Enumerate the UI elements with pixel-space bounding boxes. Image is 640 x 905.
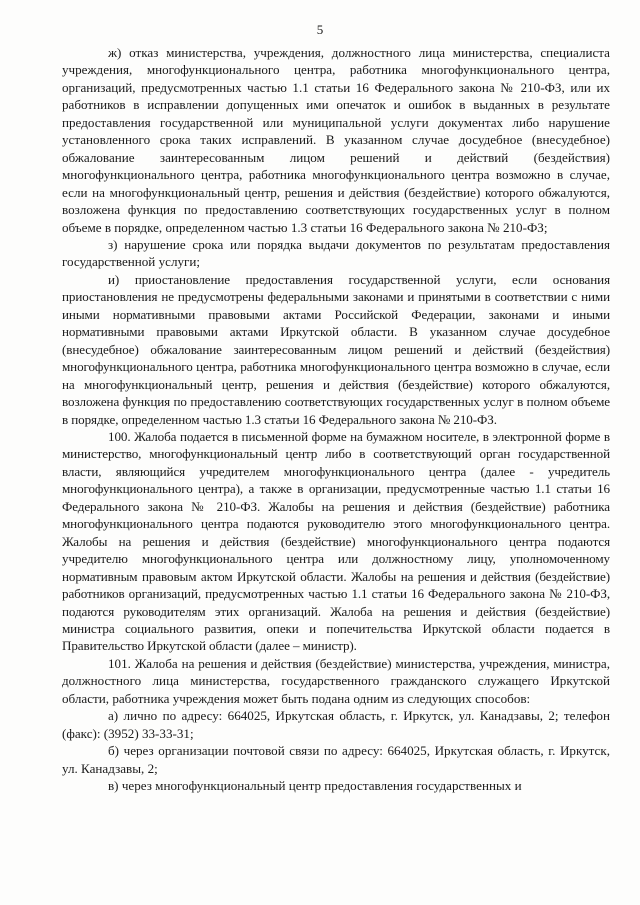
document-body [62,44,610,794]
paragraph-a: а) лично по адресу: 664025, Иркутская область, г. Иркутск, ул. Канадзавы, 2; телефон (факс): (3952) 33-33-31; [62,708,610,741]
paragraph-i: и) приостановление предоставления государственной услуги, если основания приостановления не предусмотрены федеральными законами и принятыми в соответствии с ними иными нормативными правовыми актами Российской Федерации, законами и иными нормативными правовыми актами Иркутской области. В указанном случае досудебное (внесудебное) обжалование заинтересованным лицом решений и действий (бездействия) многофункционального центра, работника многофункционального центра возможно в случае, если на многофункциональный центр, решения и действия (бездействие) которого обжалуются, возложена функция по предоставлению соответствующих государственных услуг в полном объеме в порядке, определенном частью 1.3 статьи 16 Федерального закона № 210-ФЗ. [62,271,610,427]
paragraph-v: в) через многофункциональный центр предоставления государственных и [108,778,522,794]
paragraph-100: 100. Жалоба подается в письменной форме на бумажном носителе, в электронной форме в министерство, многофункциональный центр либо в соответствующий орган государственной власти, являющийся учредителем многофункционального центра (далее - учредитель многофункционального центра), а также в организации, предусмотренные частью 1.1 статьи 16 Федерального закона № 210-ФЗ. Жалобы на решения и действия (бездействие) работника многофункционального центра подаются руководителю этого многофункционального центра. Жалобы на решения и действия (бездействие) многофункционального центра подаются учредителю многофункционального центра или должностному лицу, уполномоченному нормативным правовым актом Иркутской области. Жалобы на решения и действия (бездействие) работников организаций, предусмотренных частью 1.1 статьи 16 Федерального закона № 210-ФЗ, подаются руководителям этих организаций. Жалоба на решения и действия (бездействие) министра социального развития, опеки и попечительства Иркутской области подается в Правительство Иркутской области (далее – министр). [62,428,610,654]
paragraph-b: б) через организации почтовой связи по адресу: 664025, Иркутская область, г. Иркутск, ул. Канадзавы, 2; [62,743,610,776]
paragraph-z: з) нарушение срока или порядка выдачи документов по результатам предоставления государственной услуги; [62,236,610,270]
page-number: 5 [316,22,324,37]
paragraph-101: 101. Жалоба на решения и действия (бездействие) министерства, учреждения, министра, должностного лица министерства, государственного гражданского служащего Иркутской области, работника учреждения может быть подана одним из следующих способов: [62,655,610,706]
paragraph-zh: ж) отказ министерства, учреждения, должностного лица министерства, специалиста учреждения, многофункционального центра, работника многофункционального центра, организаций, предусмотренных частью 1.1 статьи 16 Федерального закона № 210-ФЗ, или их работников в исправлении допущенных ими опечаток и ошибок в выданных в результате предоставления государственной или муниципальной услуги документах либо нарушение установленного срока таких исправлений. В указанном случае досудебное (внесудебное) обжалование заинтересованным лицом решений и действий (бездействия) многофункционального центра, работника многофункционального центра возможно в случае, если на многофункциональный центр, решения и действия (бездействие) которого обжалуются, возложена функция по предоставлению соответствующих государственных услуг в полном объеме в порядке, определенном частью 1.3 статьи 16 Федерального закона № 210-ФЗ; [62,45,610,235]
